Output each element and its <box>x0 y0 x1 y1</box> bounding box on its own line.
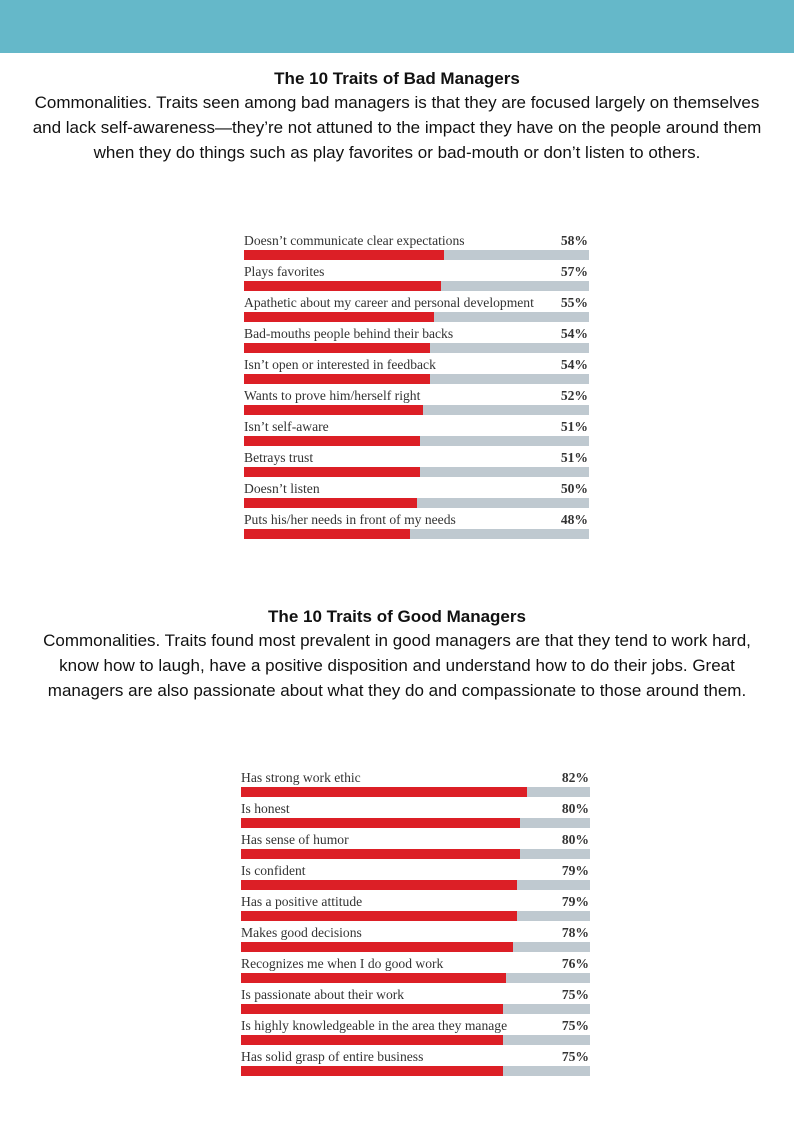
bar-label: Puts his/her needs in front of my needs <box>244 512 456 527</box>
chart-row <box>244 262 589 293</box>
bar-value-label: 75% <box>561 1018 589 1033</box>
bar-label: Plays favorites <box>244 264 325 279</box>
bar-track <box>244 498 589 508</box>
bar <box>241 942 513 952</box>
bar-value-label: 80% <box>561 801 589 816</box>
bar-track <box>244 405 589 415</box>
bar <box>244 250 444 260</box>
good-managers-section <box>0 606 794 703</box>
bar-value-label: 48% <box>560 512 588 527</box>
bar-label: Has sense of humor <box>241 832 349 847</box>
bar-value-label: 55% <box>560 295 588 310</box>
bar <box>241 818 520 828</box>
bar-value-label: 54% <box>560 357 588 372</box>
chart-row <box>241 954 590 985</box>
chart-row <box>241 1047 590 1078</box>
bar-label: Has strong work ethic <box>241 770 361 785</box>
bar-label: Betrays trust <box>244 450 314 465</box>
bar-label: Doesn’t communicate clear expectations <box>244 233 465 248</box>
chart-row <box>244 448 589 479</box>
bar-track <box>244 374 589 384</box>
chart-row <box>244 231 589 262</box>
bar-label: Apathetic about my career and personal development <box>244 295 534 310</box>
bar <box>241 973 506 983</box>
bar <box>244 529 410 539</box>
bar-value-label: 82% <box>561 770 589 785</box>
bar-value-label: 75% <box>561 987 589 1002</box>
header-bar <box>0 0 794 53</box>
chart-row <box>244 293 589 324</box>
bar <box>241 880 517 890</box>
chart-row <box>244 324 589 355</box>
bar-track <box>244 467 589 477</box>
bar-track <box>241 1066 590 1076</box>
bar-track <box>241 942 590 952</box>
bar-track <box>241 849 590 859</box>
bar-label: Isn’t self-aware <box>244 419 329 434</box>
bar <box>241 1035 503 1045</box>
bar-track <box>241 1004 590 1014</box>
bar-value-label: 51% <box>560 450 588 465</box>
bar-value-label: 78% <box>561 925 589 940</box>
chart-row <box>241 861 590 892</box>
good-managers-title: The 10 Traits of Good Managers <box>268 607 526 626</box>
chart-row <box>241 985 590 1016</box>
chart-row <box>241 1016 590 1047</box>
bar-track <box>241 973 590 983</box>
bar-value-label: 51% <box>560 419 588 434</box>
bar-label: Is honest <box>241 801 290 816</box>
chart-row <box>241 923 590 954</box>
bar-value-label: 76% <box>561 956 589 971</box>
bar <box>244 312 434 322</box>
chart-row <box>244 386 589 417</box>
chart-row <box>241 799 590 830</box>
bar <box>244 467 420 477</box>
bad-managers-description: Commonalities. Traits seen among bad managers is that they are focused largely on themselves and lack self-awareness—they’re not attuned to the impact they have on the people around them when they do things such as play favorites or bad-mouth or don’t listen to others. <box>32 93 762 162</box>
bar-track <box>244 529 589 539</box>
bar-value-label: 57% <box>560 264 588 279</box>
bar-track <box>241 818 590 828</box>
good-managers-description: Commonalities. Traits found most prevalent in good managers are that they tend to work hard, know how to laugh, have a positive disposition and understand how to do their jobs. Great managers are also passionate about what they do and compassionate to those around them. <box>43 631 751 700</box>
chart-row <box>241 768 590 799</box>
chart-row <box>241 892 590 923</box>
bar-label: Makes good decisions <box>241 925 362 940</box>
bar-track <box>244 436 589 446</box>
bad-managers-title: The 10 Traits of Bad Managers <box>274 69 520 88</box>
bar-value-label: 80% <box>561 832 589 847</box>
bar <box>244 281 441 291</box>
bar-label: Isn’t open or interested in feedback <box>244 357 436 372</box>
bar-label: Bad-mouths people behind their backs <box>244 326 454 341</box>
chart-row <box>244 510 589 541</box>
bar-track <box>241 787 590 797</box>
bar <box>244 436 420 446</box>
bar <box>244 405 423 415</box>
bar <box>241 1066 503 1076</box>
bar-track <box>241 911 590 921</box>
bar-track <box>241 880 590 890</box>
bar-label: Has solid grasp of entire business <box>241 1049 424 1064</box>
bad-managers-chart <box>244 231 589 541</box>
bar-track <box>244 250 589 260</box>
bar-label: Recognizes me when I do good work <box>241 956 444 971</box>
bar-value-label: 58% <box>560 233 588 248</box>
bar-track <box>244 343 589 353</box>
chart-row <box>244 417 589 448</box>
chart-row <box>244 479 589 510</box>
bar <box>241 1004 503 1014</box>
bar <box>244 343 430 353</box>
bar-value-label: 75% <box>561 1049 589 1064</box>
chart-row <box>241 830 590 861</box>
bar-label: Is highly knowledgeable in the area they manage <box>241 1018 508 1033</box>
bar-value-label: 50% <box>560 481 588 496</box>
bar-label: Doesn’t listen <box>244 481 320 496</box>
bar-value-label: 79% <box>561 894 589 909</box>
bar-track <box>244 281 589 291</box>
good-managers-chart <box>241 768 590 1078</box>
bar-track <box>241 1035 590 1045</box>
bar-value-label: 79% <box>561 863 589 878</box>
bar <box>244 374 430 384</box>
chart-row <box>244 355 589 386</box>
bar-value-label: 52% <box>560 388 588 403</box>
bar <box>244 498 417 508</box>
bar-value-label: 54% <box>560 326 588 341</box>
bar-label: Has a positive attitude <box>241 894 363 909</box>
bar-track <box>244 312 589 322</box>
bar-label: Wants to prove him/herself right <box>244 388 421 403</box>
bar-label: Is confident <box>241 863 306 878</box>
bar <box>241 787 527 797</box>
bar <box>241 849 520 859</box>
bad-managers-section <box>0 68 794 165</box>
bar <box>241 911 517 921</box>
bar-label: Is passionate about their work <box>241 987 405 1002</box>
